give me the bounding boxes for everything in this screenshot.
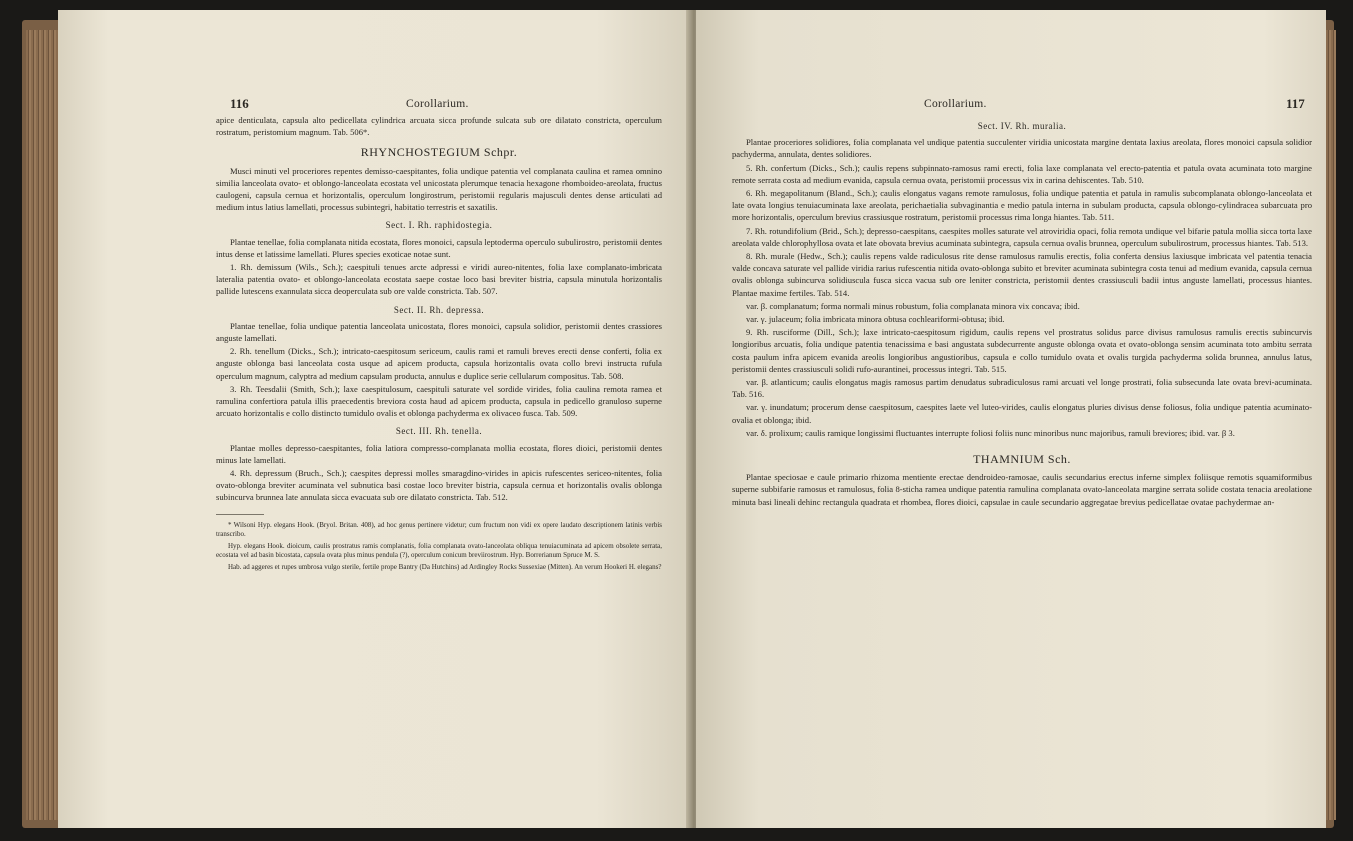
section-heading: Sect. III. Rh. tenella. [395,426,483,437]
right-text-column [732,114,1312,509]
paragraph: Plantae tenellae, folia undique patentia lanceolata unicostata, flores monoici, capsula solidior, peristomii dentes crassiores anguste lamellati. [216,320,662,344]
paragraph: Plantae molles depresso-caespitantes, folia latiora compresso-complanata mollia ecostata, flores dioici, peristomii dentes minus late lamellati. [216,442,662,465]
footnote-rule [216,514,264,515]
page-edges-right [1326,30,1336,820]
species-entry: 8. Rh. murale (Hedw., Sch.); caulis repens valde radiculosus rite dense ramulosus ramulis erectis, folia conferta densius laxiusque imbricata vel patentia tenacia valde concava saturate vel pallide viridia rarius rufescentia nitida ovato-oblonga subito et breviter acuminata subintegra costa tenui ad medium evanida, capsula cernua ovalis oblonga subincurva solidiuscula fusca sicca vacua sub ore leniter constricta, peristomii dentes crassiusculi badii intus anguste lamellati, processus hiantes. Plantae maxime fertiles. Tab. 514. [732,251,1312,298]
species-entry: 4. Rh. depressum (Bruch., Sch.); caespites depressi molles smaragdino-virides in apicis rufescentes sericeo-nitentes, folia ovato-oblonga breviter acuminata vel subnutica basi costae loco breviter bistria, capsula cernua et horizontalis ovalis oblonga subincurva brunnea late annulata sicca evacuata sub ore dilatato constricta. Tab. 512. [216,468,662,503]
species-entry: 3. Rh. Teesdalii (Smith, Sch.); laxe caespitulosum, caespituli saturate vel sordide virides, folia caulina remota ramea et ramulina confertiora patula illis praecedentis breviora costa haud ad apicem producta, capsula in pedicello granuloso superne arcuato horizontalis e collo distincto tumidulo ovalis et oblonga pachyderma ex olivaceo fusca. Tab. 509. [216,383,662,419]
footnote: Hab. ad aggeres et rupes umbrosa vulgo sterile, fertile prope Bantry (Da Hutchins) ad Ardingley Rocks Sussexiae (Mitten). An verum Hookeri H. elegans? [228,562,662,571]
left-text-column [216,114,662,574]
genus-heading: THAMNIUM Sch. [973,452,1071,467]
footnote: Hyp. elegans Hook. dioicum, caulis prostratus ramis complanatis, folia complanata ovato-lanceolata obliqua tenuiacuminata ad apicem obsolete serrata, ecostata vel ad basin bicostata, capsula ovata plus minus pendula (?), operculum conicum breviirostrum. Hyp. Borrerianum Spruce M. S. [216,541,662,560]
section-heading: Sect. IV. Rh. muralia. [977,121,1067,131]
species-entry: 5. Rh. confertum (Dicks., Sch.); caulis repens subpinnato-ramosus rami erecti, folia laxe complanata vel erecto-patentia et patula ovata acuminata toto margine remote serrata costa ad medium evanida, capsula cernua ovata, peristomii processus vix in carina dehiscentes. Tab. 510. [732,162,1312,185]
paragraph: Plantae proceriores solidiores, folia complanata vel undique patentia succulenter viridia unicostata margine dentata laxius areolata, flores monoici capsula solidior pachyderma, annulata, dentes solidiores. [732,137,1312,160]
page-number: 116 [230,96,249,111]
paragraph: Plantae tenellae, folia complanata nitida ecostata, flores monoici, capsula leptoderma operculo subulirostro, peristomii dentes intus dense et latissime lamellati. Plures species exoticae notae sunt. [216,236,662,259]
section-heading: Sect. II. Rh. depressa. [393,304,485,315]
variety-entry: var. β. atlanticum; caulis elongatus magis ramosus partim denudatus subradiculosus rami arcuati vel longe prostrati, folia subsecunda late ovata brevi-acuminata. Tab. 516. [732,377,1312,400]
variety-entry: var. δ. prolixum; caulis ramique longissimi fluctuantes interrupte foliosi foliis nunc minoribus nunc majoribus, ramuli breviores; ibid. var. β 3. [746,427,1235,438]
genus-heading: RHYNCHOSTEGIUM Schpr. [360,145,518,160]
running-head: Corollarium. [406,98,469,110]
right-page [696,10,1326,828]
variety-entry: var. γ. julaceum; folia imbricata minora obtusa cochleariformi-obtusa; ibid. [746,314,1005,325]
page-number: 117 [1286,96,1305,111]
running-head: Corollarium. [924,98,987,110]
page-edges-left [26,30,58,820]
species-entry: 6. Rh. megapolitanum (Bland., Sch.); caulis elongatus vagans remote ramulosus, folia undique patentia et patula in ramulis subcomplanata oblongo-lanceolata et late ovata longius tenuiacuminata laxe areolata, perichaetialia subvaginantia e medio patula interna in subulam producta, capsula oblongo-cylindracea subarcuata pro more horizontalis, operculum brevius crassiusque rostratum, peristomii processus rima longa hiantes. Tab. 511. [732,188,1312,223]
species-entry: 2. Rh. tenellum (Dicks., Sch.); intricato-caespitosum sericeum, caulis rami et ramuli breves erecti dense conferti, folia ex anguste oblonga basi lanceolata costa usque ad apicem producta, capsula horizontalis ovata collo brevi instructa rufula operculum magnum, calyptra ad medium capsulam producta, annulus e duplice serie cellularum compositus. Tab. 508. [216,346,662,381]
section-heading: Sect. I. Rh. raphidostegia. [385,220,493,231]
footnotes [216,521,662,573]
species-entry: 7. Rh. rotundifolium (Brid., Sch.); depresso-caespitans, caespites molles saturate vel atroviridia opaci, folia remota undique vel bifarie patula mollia sicca torta laxe areolata valde chlorophyllosa ovata et late obovata brevius acuminata subintegra, capsula cernua ovalis brunnea, operculum subulirostrum, processus hiantes. Tab. 513. [732,225,1312,248]
paragraph: Plantae speciosae e caule primario rhizoma mentiente erectae dendroideo-ramosae, caulis secundarius erectus inferne simplex foliisque remotis squamiformibus superne subbifarie ramosus et ramulosus, folia 8-sticha ramea undique patentia ramulina complanata ovato-lanceolata margine serrata solide costata tenacia areolatione minuta basi lineali dehinc rectangula quadrata et rhombea, flores dioici, capsulae in caule secundario aggregatae brevius pedicellatae ovatae pachydermae an- [732,472,1312,507]
species-entry: 9. Rh. rusciforme (Dill., Sch.); laxe intricato-caespitosum rigidum, caulis repens vel prostratus solidus parce divisus ramulosus ramulis erectis subincurvis longioribus arcuatis, folia undique patentia tenacissima e basi angustata subdecurrente anguste oblonga ovata et ovato-oblonga sensim acuminata toto ambitu serrata costa paulum infra apicem evanida areolis longioribus angustioribus, capsula e collo tumidulo ovata et ovalis turgida pachyderma solida brunnea, annulus latus, peristomii dentes crassiusculi solidi rufo-aurantinei, processus integri. Tab. 515. [732,327,1312,374]
paragraph: apice denticulata, capsula alto pedicellata cylindrica arcuata sicca profunde sulcata sub ore dilatato constricta, operculum rostratum, peristomium magnum. Tab. 506*. [216,115,662,138]
paragraph: Musci minuti vel proceriores repentes demisso-caespitantes, folia undique patentia vel complanata caulina et ramea omnino similia lanceolata ovato- et oblongo-lanceolata ecostata vel unicostata plerumque tenacia hexagone rhomboideo-areolata, fructus caulogeni, capsula cernua et horizontalis, operculum longirostrum, peristomii regularis majusculi dentes dense articulati ad medium intus latius lamellati, processus subintegri, habitatio terrestris et saxatilis. [216,165,662,213]
footnote: * Wilsoni Hyp. elegans Hook. (Bryol. Britan. 408), ad hoc genus pertinere videtur; cum fructum non vidi ex opere laudato descriptionem latinis verbis transcribo. [216,520,662,539]
left-page [58,10,692,828]
variety-entry: var. β. complanatum; forma normali minus robustum, folia complanata minora vix concava; ibid. [746,300,1080,311]
species-entry: 1. Rh. demissum (Wils., Sch.); caespituli tenues arcte adpressi e viridi aureo-nitentes, folia laxe complanato-imbricata lateralia patentia ovato- et oblongo-lanceolata ecostata saepe costae loco basi breviter bistria, capsula minutula horizontalis pallide lutescens exannulata sicca deoperculata sub ore valde constricta. Tab. 507. [216,262,662,297]
variety-entry: var. γ. inundatum; procerum dense caespitosum, caespites laete vel luteo-virides, caulis elongatus pluries divisus dense foliosus, folia undique patentia acuminato-ovalia et oblonga; ibid. [732,402,1312,425]
